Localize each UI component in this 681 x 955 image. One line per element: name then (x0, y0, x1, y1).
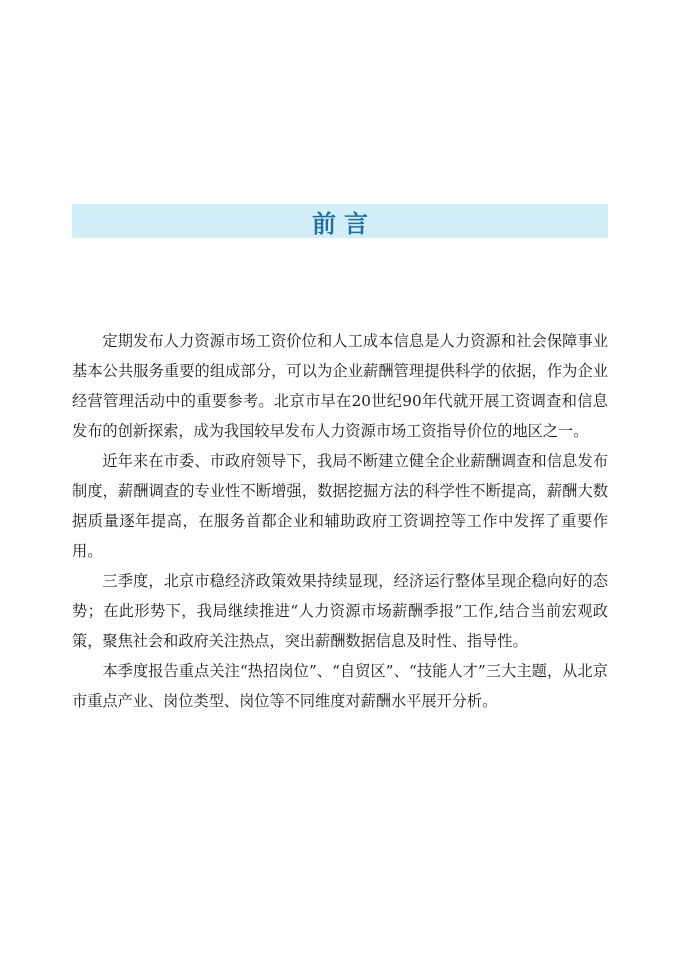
body-text (72, 326, 608, 716)
paragraph-4: 本季度报告重点关注“热招岗位”、“自贸区”、“技能人才”三大主题，从北京市重点产业、岗位类型、岗位等不同维度对薪酬水平展开分析。 (72, 662, 608, 710)
page-title: 前言 (312, 209, 376, 238)
title-banner (72, 204, 608, 238)
paragraph-2: 近年来在市委、市政府领导下，我局不断建立健全企业薪酬调查和信息发布制度，薪酬调查的专业性不断增强，数据挖掘方法的科学性不断提高，薪酬大数据质量逐年提高，在服务首都企业和辅助政府工资调控等工作中发挥了重要作用。 (72, 452, 608, 560)
paragraph-3: 三季度，北京市稳经济政策效果持续显现，经济运行整体呈现企稳向好的态势；在此形势下，我局继续推进“人力资源市场薪酬季报”工作,结合当前宏观政策，聚焦社会和政府关注热点，突出薪酬数据信息及时性、指导性。 (72, 572, 608, 650)
paragraph-1: 定期发布人力资源市场工资价位和人工成本信息是人力资源和社会保障事业基本公共服务重要的组成部分，可以为企业薪酬管理提供科学的依据，作为企业经营管理活动中的重要参考。北京市早在20世纪90年代就开展工资调查和信息发布的创新探索，成为我国较早发布人力资源市场工资指导价位的地区之一。 (72, 332, 608, 440)
